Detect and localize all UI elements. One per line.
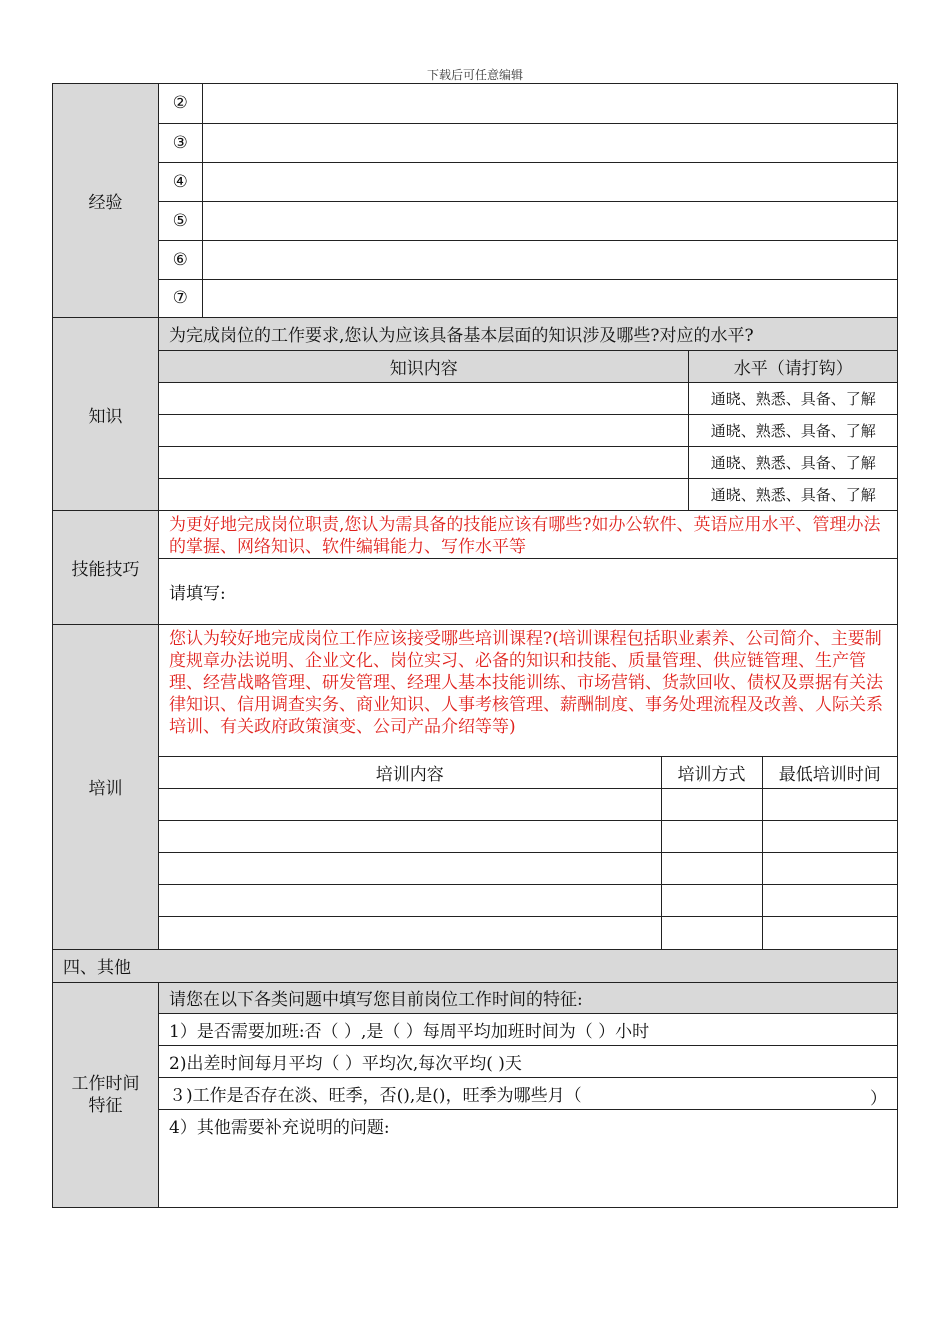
skills-fill-field[interactable]: 请填写:: [159, 559, 897, 624]
knowledge-content-field-2[interactable]: [159, 414, 689, 446]
job-analysis-form: [52, 83, 898, 1208]
experience-num-4: ④: [159, 162, 202, 201]
knowledge-content-field-3[interactable]: [159, 446, 689, 478]
worktime-other-notes-field[interactable]: 4）其他需要补充说明的问题:: [159, 1110, 897, 1207]
skills-question: 为更好地完成岗位职责,您认为需具备的技能应该有哪些?如办公软件、英语应用水平、管理办法的掌握、网络知识、软件编辑能力、写作水平等: [159, 511, 897, 559]
knowledge-level-1[interactable]: 通晓、熟悉、具备、了解: [689, 382, 897, 414]
training-label: 培训: [53, 624, 159, 949]
training-content-field-1[interactable]: [159, 789, 661, 821]
training-content-field-4[interactable]: [159, 885, 661, 917]
experience-num-2: ②: [159, 84, 202, 123]
knowledge-col-content: 知识内容: [159, 350, 689, 382]
worktime-label: [53, 982, 159, 1207]
experience-field-2[interactable]: [202, 84, 897, 123]
worktime-season-question[interactable]: [159, 1078, 897, 1110]
worktime-section: [53, 982, 898, 1207]
training-method-field-3[interactable]: [661, 853, 762, 885]
knowledge-col-level: 水平（请打钩）: [689, 350, 897, 382]
training-time-field-5[interactable]: [762, 917, 897, 949]
skills-label: 技能技巧: [53, 511, 159, 625]
knowledge-level-2[interactable]: 通晓、熟悉、具备、了解: [689, 414, 897, 446]
experience-section: [53, 84, 898, 318]
training-time-field-3[interactable]: [762, 853, 897, 885]
knowledge-question: 为完成岗位的工作要求,您认为应该具备基本层面的知识涉及哪些?对应的水平?: [159, 318, 897, 350]
worktime-intro: 请您在以下各类问题中填写您目前岗位工作时间的特征:: [159, 983, 897, 1014]
experience-num-3: ③: [159, 123, 202, 162]
training-col-method: 培训方式: [661, 757, 762, 789]
experience-num-6: ⑥: [159, 240, 202, 279]
knowledge-level-4[interactable]: 通晓、熟悉、具备、了解: [689, 478, 897, 510]
training-col-content: 培训内容: [159, 757, 661, 789]
training-method-field-4[interactable]: [661, 885, 762, 917]
experience-num-7: ⑦: [159, 279, 202, 317]
worktime-season-close: ）: [870, 1089, 887, 1109]
experience-table: [159, 84, 897, 317]
knowledge-section: [53, 318, 898, 511]
knowledge-content-field-4[interactable]: [159, 478, 689, 510]
worktime-season-text: ３)工作是否存在淡、旺季，否(),是()，旺季为哪些月（: [169, 1086, 582, 1106]
page-header: 下载后可任意编辑: [426, 68, 523, 82]
training-table: [159, 625, 897, 949]
other-section-row: [53, 949, 898, 982]
training-time-field-1[interactable]: [762, 789, 897, 821]
worktime-label-text: 工作时间特征: [71, 1073, 140, 1116]
worktime-overtime-question[interactable]: 1）是否需要加班:否（ ）,是（ ）每周平均加班时间为（ ）小时: [159, 1014, 897, 1046]
worktime-table: [159, 983, 897, 1207]
experience-field-7[interactable]: [202, 279, 897, 317]
knowledge-content-field-1[interactable]: [159, 382, 689, 414]
skills-table: [159, 511, 897, 624]
experience-label: 经验: [53, 84, 159, 318]
skills-section: [53, 511, 898, 625]
experience-num-5: ⑤: [159, 201, 202, 240]
training-method-field-1[interactable]: [661, 789, 762, 821]
experience-field-6[interactable]: [202, 240, 897, 279]
experience-field-4[interactable]: [202, 162, 897, 201]
training-method-field-5[interactable]: [661, 917, 762, 949]
training-content-field-2[interactable]: [159, 821, 661, 853]
experience-field-5[interactable]: [202, 201, 897, 240]
training-method-field-2[interactable]: [661, 821, 762, 853]
training-time-field-2[interactable]: [762, 821, 897, 853]
training-time-field-4[interactable]: [762, 885, 897, 917]
experience-field-3[interactable]: [202, 123, 897, 162]
training-content-field-5[interactable]: [159, 917, 661, 949]
knowledge-level-3[interactable]: 通晓、熟悉、具备、了解: [689, 446, 897, 478]
training-col-time: 最低培训时间: [762, 757, 897, 789]
other-section-title: 四、其他: [53, 949, 898, 982]
worktime-business-trip-question[interactable]: 2)出差时间每月平均（ ）平均次,每次平均( )天: [159, 1046, 897, 1078]
knowledge-label: 知识: [53, 318, 159, 511]
training-content-field-3[interactable]: [159, 853, 661, 885]
training-section: [53, 624, 898, 949]
knowledge-table: [159, 318, 897, 510]
training-question: 您认为较好地完成岗位工作应该接受哪些培训课程?(培训课程包括职业素养、公司简介、主要制度规章办法说明、企业文化、岗位实习、必备的知识和技能、质量管理、供应链管理、生产管理、经营战略管理、研发管理、经理人基本技能训练、市场营销、货款回收、债权及票据有关法律知识、信用调查实务、商业知识、人事考核管理、薪酬制度、事务处理流程及改善、人际关系培训、有关政府政策演变、公司产品介绍等等): [159, 625, 897, 757]
